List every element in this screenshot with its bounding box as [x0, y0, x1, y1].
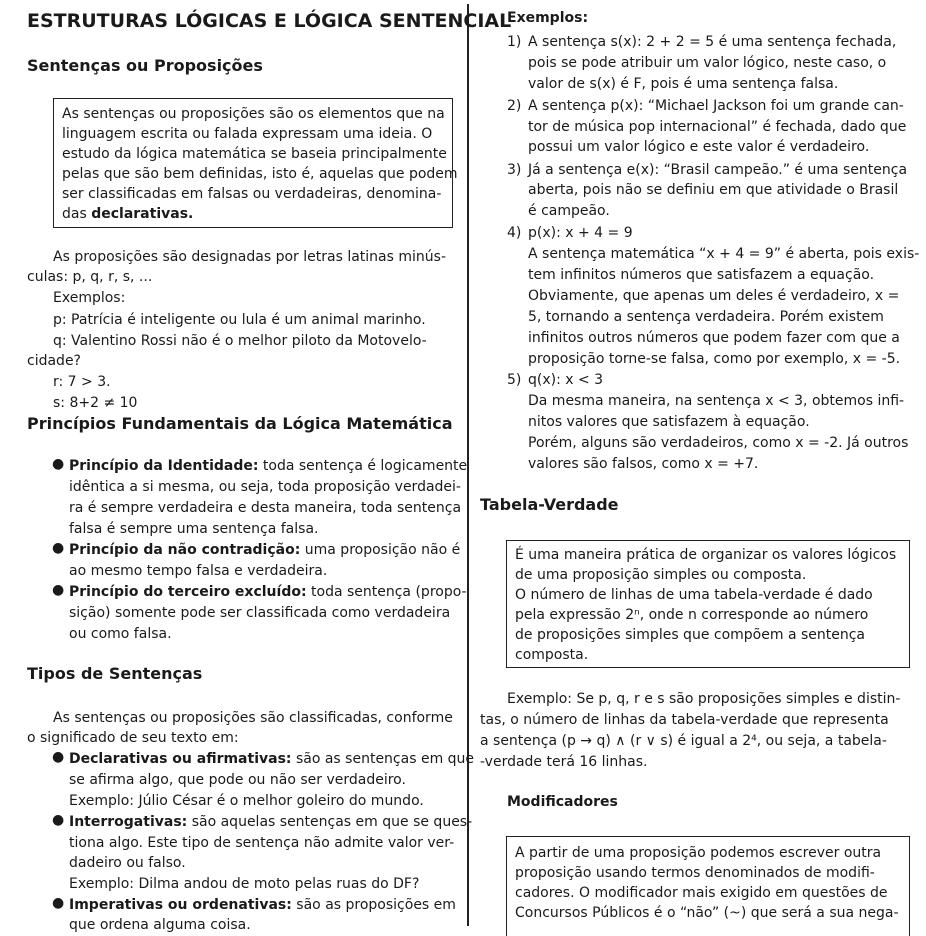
box-line: proposição usando termos denominados de modifi-: [515, 865, 875, 881]
example-line: valor de s(x) é F, pois é uma sentença falsa.: [528, 76, 839, 92]
box-line: cadores. O modificador mais exigido em questões de: [515, 885, 888, 901]
bullet-term: Princípio da Identidade:: [69, 458, 259, 474]
bullet-line: tiona algo. Este tipo de sentença não admite valor ver-: [69, 835, 455, 851]
tabela-definition-box: [506, 540, 910, 668]
para-line: As sentenças ou proposições são classificadas, conforme: [53, 710, 453, 726]
example-number: 3): [507, 162, 522, 178]
box-line-last: [62, 204, 193, 224]
example-line: tor de música pop internacional” é fechada, dado que: [528, 119, 907, 135]
bullet-term: Declarativas ou afirmativas:: [69, 751, 292, 767]
example-number: 4): [507, 225, 522, 241]
bullet-text: toda sentença (propo-: [306, 584, 467, 600]
bullet-line: ou como falsa.: [69, 626, 172, 642]
para-line: Exemplos:: [53, 290, 126, 306]
bullet-icon: ●: [52, 812, 65, 828]
box-line: linguagem escrita ou falada expressam uma ideia. O: [62, 126, 433, 142]
bullet-icon: ●: [52, 749, 65, 765]
example-line: q(x): x < 3: [528, 372, 604, 388]
bullet-line: ao mesmo tempo falsa e verdadeira.: [69, 563, 328, 579]
example-line: A sentença s(x): 2 + 2 = 5 é uma sentença fechada,: [528, 34, 897, 50]
bullet-term: Imperativas ou ordenativas:: [69, 897, 292, 913]
example-line: pois se pode atribuir um valor lógico, neste caso, o: [528, 55, 887, 71]
bullet-line: Exemplo: Dilma andou de moto pelas ruas do DF?: [69, 876, 420, 892]
box-line: ser classificadas em falsas ou verdadeiras, denomina-: [62, 186, 442, 202]
example-line: Obviamente, que apenas um deles é verdadeiro, x =: [528, 288, 900, 304]
bullet-text: toda sentença é logicamente: [258, 458, 468, 474]
section-heading-modificadores: Modificadores: [507, 794, 618, 810]
box-line: pelas que são bem definidas, isto é, aquelas que podem: [62, 166, 458, 182]
para-line: p: Patrícia é inteligente ou lula é um animal marinho.: [53, 312, 426, 328]
para-line: culas: p, q, r, s, ...: [27, 269, 153, 285]
example-line: é campeão.: [528, 203, 610, 219]
para-line: o significado de seu texto em:: [27, 730, 239, 746]
bullet-icon: ●: [52, 895, 65, 911]
box-line: Concursos Públicos é o “não” (~) que será a sua nega-: [515, 905, 899, 921]
section-heading-tabela-verdade: Tabela-Verdade: [480, 495, 619, 514]
definition-box: [53, 98, 458, 228]
bullet-text: uma proposição não é: [300, 542, 461, 558]
para-line: As proposições são designadas por letras latinas minús-: [53, 249, 446, 265]
bullet-line: que ordena alguma coisa.: [69, 917, 251, 933]
bullet-term: Princípio do terceiro excluído:: [69, 584, 307, 600]
section-heading-sentencas: Sentenças ou Proposições: [27, 56, 263, 75]
bullet-line: sição) somente pode ser classificada como verdadeira: [69, 605, 451, 621]
bullet-icon: ●: [52, 582, 65, 598]
example-line: tem infinitos números que satisfazem a equação.: [528, 267, 875, 283]
box-text: das: [62, 206, 92, 222]
bullet-line: se afirma algo, que pode ou não ser verdadeiro.: [69, 772, 406, 788]
bullet-line: ra é sempre verdadeira e desta maneira, toda sentença: [69, 500, 462, 516]
bullet-line: [69, 749, 474, 769]
page-title: ESTRUTURAS LÓGICAS E LÓGICA SENTENCIAL: [27, 10, 512, 32]
example-line: 5, tornando a sentença verdadeira. Porém existem: [528, 309, 884, 325]
bullet-text: são aquelas sentenças em que se ques-: [187, 814, 473, 830]
example-line: Porém, alguns são verdadeiros, como x = -2. Já outros: [528, 435, 909, 451]
bullet-icon: ●: [52, 540, 65, 556]
example-line: Da mesma maneira, na sentença x < 3, obtemos infi-: [528, 393, 905, 409]
bullet-text: são as proposições em: [291, 897, 456, 913]
box-line: As sentenças ou proposições são os elementos que na: [62, 106, 445, 122]
example-number: 2): [507, 98, 522, 114]
example-line: valores são falsos, como x = +7.: [528, 456, 759, 472]
bullet-term: Interrogativas:: [69, 814, 188, 830]
para-line: tas, o número de linhas da tabela-verdade que representa: [480, 712, 889, 728]
box-line: A partir de uma proposição podemos escrever outra: [515, 845, 882, 861]
para-line: cidade?: [27, 353, 81, 369]
bullet-line: dadeiro ou falso.: [69, 855, 186, 871]
column-divider: [467, 4, 469, 926]
bullet-line: [69, 456, 467, 476]
bullet-line: [69, 895, 456, 915]
box-line: de uma proposição simples ou composta.: [515, 567, 807, 583]
para-line: q: Valentino Rossi não é o melhor piloto da Motovelo-: [53, 333, 427, 349]
bullet-line: [69, 812, 472, 832]
examples-heading: Exemplos:: [507, 10, 589, 26]
example-line: possui um valor lógico e este valor é verdadeiro.: [528, 139, 870, 155]
bullet-line: falsa é sempre uma sentença falsa.: [69, 521, 319, 537]
example-line: A sentença p(x): “Michael Jackson foi um grande can-: [528, 98, 904, 114]
box-line: O número de linhas de uma tabela-verdade é dado: [515, 587, 873, 603]
bullet-line: [69, 582, 467, 602]
example-number: 5): [507, 372, 522, 388]
box-line: estudo da lógica matemática se baseia principalmente: [62, 146, 447, 162]
para-line: -verdade terá 16 linhas.: [480, 754, 648, 770]
bullet-term: Princípio da não contradição:: [69, 542, 301, 558]
example-line: infinitos outros números que podem fazer com que a: [528, 330, 900, 346]
example-line: aberta, pois não se definiu em que atividade o Brasil: [528, 182, 899, 198]
example-line: nitos valores que satisfazem à equação.: [528, 414, 810, 430]
box-line: de proposições simples que compõem a sentença: [515, 627, 865, 643]
bullet-line: [69, 540, 460, 560]
para-line: Exemplo: Se p, q, r e s são proposições simples e distin-: [507, 691, 901, 707]
box-bold-term: declarativas.: [91, 206, 194, 222]
example-line: p(x): x + 4 = 9: [528, 225, 633, 241]
bullet-icon: ●: [52, 456, 65, 472]
example-line: A sentença matemática “x + 4 = 9” é aberta, pois exis-: [528, 246, 920, 262]
modificadores-box: [506, 836, 910, 936]
section-heading-tipos: Tipos de Sentenças: [27, 664, 203, 683]
para-line: s: 8+2 ≠ 10: [53, 395, 138, 411]
box-line: É uma maneira prática de organizar os valores lógicos: [515, 547, 897, 563]
example-line: Já a sentença e(x): “Brasil campeão.” é uma sentença: [528, 162, 908, 178]
example-number: 1): [507, 34, 522, 50]
bullet-line: idêntica a si mesma, ou seja, toda proposição verdadei-: [69, 479, 461, 495]
box-line: pela expressão 2ⁿ, onde n corresponde ao número: [515, 607, 869, 623]
example-line: proposição torne-se falsa, como por exemplo, x = -5.: [528, 351, 901, 367]
section-heading-principios: Princípios Fundamentais da Lógica Matemática: [27, 414, 453, 433]
para-line: r: 7 > 3.: [53, 374, 111, 390]
box-line: composta.: [515, 647, 589, 663]
bullet-text: são as sentenças em que: [291, 751, 475, 767]
para-line: a sentença (p → q) ∧ (r ∨ s) é igual a 2⁴, ou seja, a tabela-: [480, 733, 887, 749]
bullet-line: Exemplo: Júlio César é o melhor goleiro do mundo.: [69, 793, 424, 809]
